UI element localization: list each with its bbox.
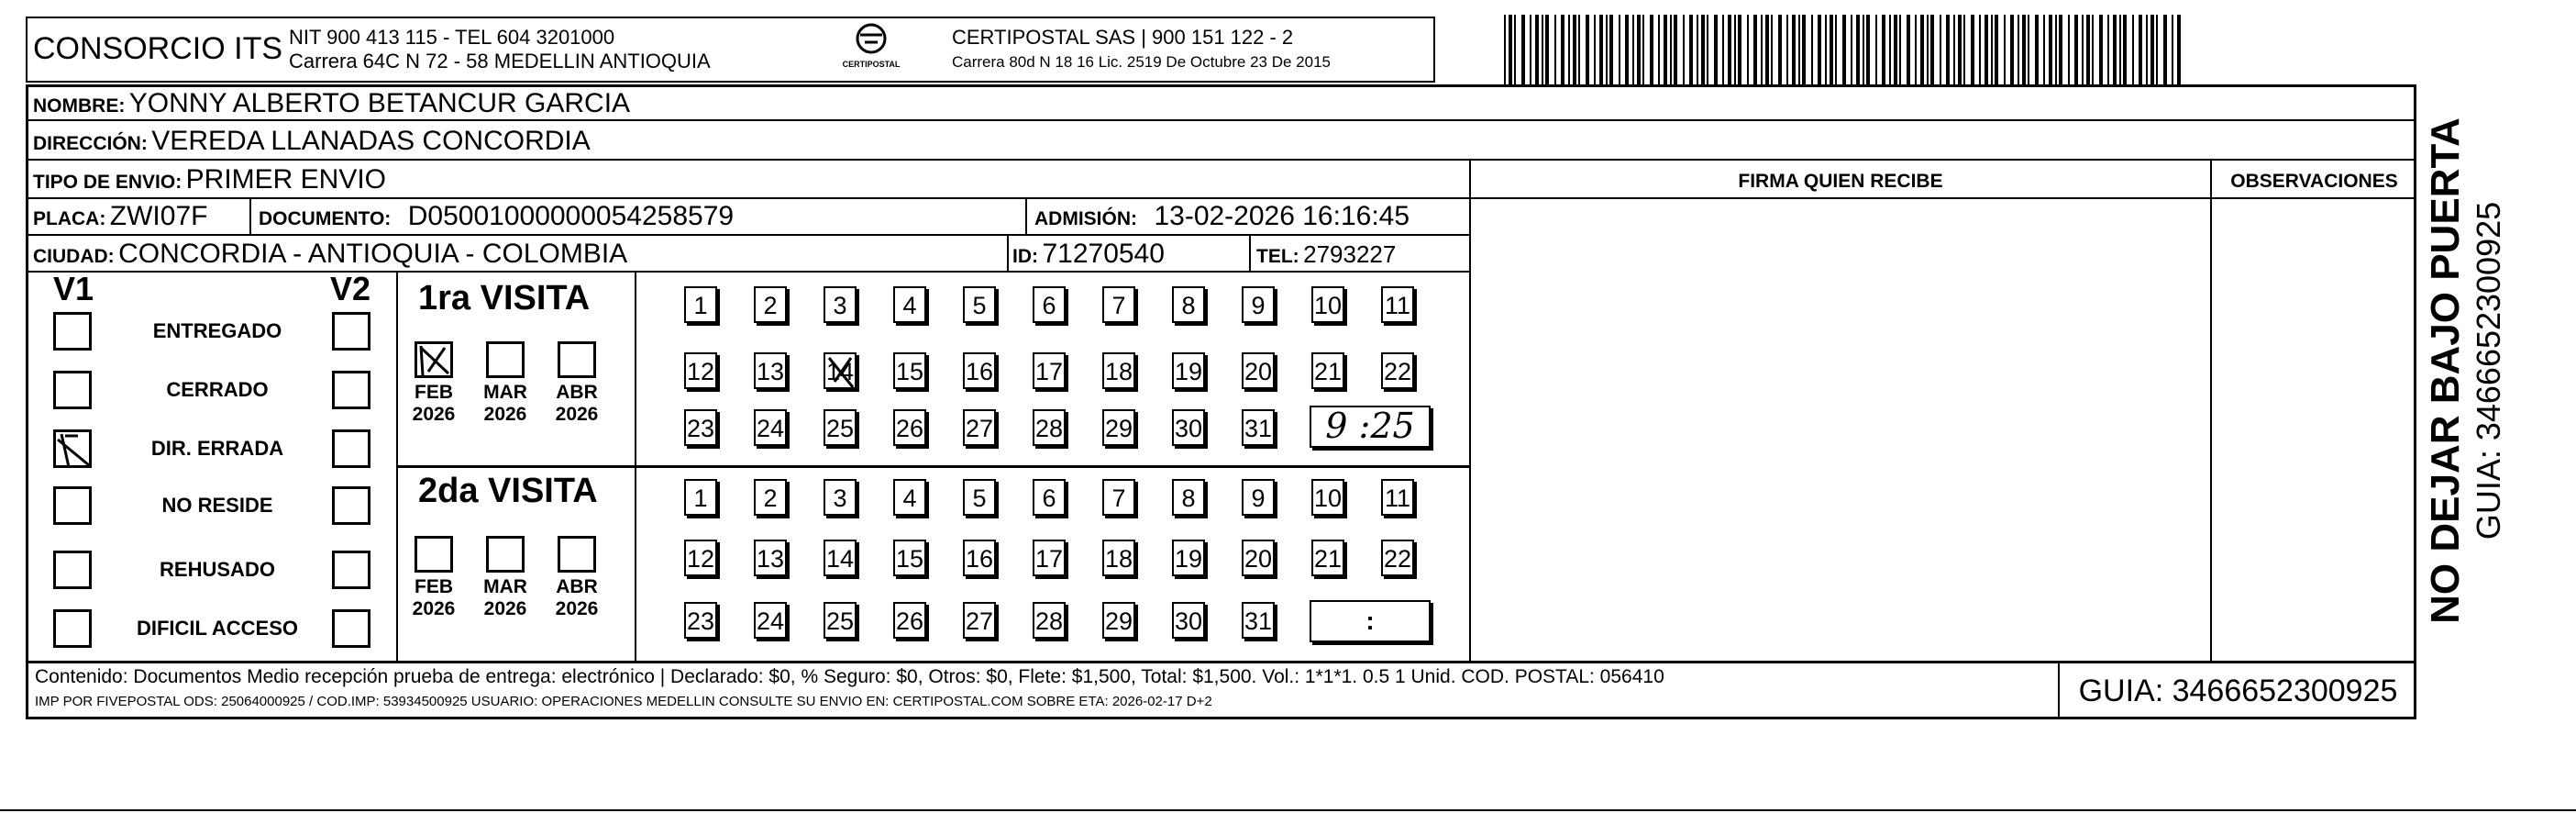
observations-area[interactable]	[2212, 199, 2416, 661]
day-box[interactable]: 31	[1242, 409, 1275, 446]
admision-value: 13-02-2026 16:16:45	[1154, 201, 1410, 231]
month-label	[479, 576, 532, 620]
day-box[interactable]: 20	[1242, 540, 1275, 576]
day-box[interactable]: 28	[1033, 602, 1066, 639]
day-box[interactable]: 15	[893, 352, 926, 389]
month-label	[550, 382, 603, 426]
day-box[interactable]: 9	[1242, 286, 1275, 323]
day-box[interactable]: 24	[754, 409, 787, 446]
month-label	[550, 576, 603, 620]
v2-checkbox[interactable]	[332, 551, 370, 589]
day-box[interactable]: 17	[1033, 540, 1066, 576]
day-box[interactable]: 30	[1172, 409, 1205, 446]
day-box[interactable]: 30	[1172, 602, 1205, 639]
placa-label: PLACA:	[33, 208, 106, 229]
day-box[interactable]: 7	[1102, 286, 1135, 323]
day-box[interactable]: 7	[1102, 479, 1135, 516]
day-box[interactable]: 10	[1311, 286, 1344, 323]
month-label	[407, 576, 460, 620]
status-label: DIFICIL ACCESO	[136, 617, 298, 640]
visit1-time-value: 9 :25	[1325, 406, 1415, 446]
day-box[interactable]: 17	[1033, 352, 1066, 389]
tel-label: TEL:	[1256, 246, 1299, 267]
day-box[interactable]: 16	[963, 352, 996, 389]
footer-contenido: Contenido: Documentos Medio recepción prueba de entrega: electrónico | Declarado: $0, % Seguro: $0, Otros: $0, Flete: $1,500, Total: $1,500. Vol.: 1*1*1. 0.5 1 Unid. COD. POSTAL: 056410	[35, 666, 1664, 687]
day-box[interactable]: 11	[1381, 286, 1414, 323]
observaciones-header: OBSERVACIONES	[2230, 171, 2398, 192]
direccion-row	[33, 126, 591, 157]
logo-icon	[853, 22, 890, 55]
certipostal-logo	[830, 22, 912, 73]
nit-line: NIT 900 413 115 - TEL 604 3201000	[289, 26, 615, 49]
day-box[interactable]: 22	[1381, 540, 1414, 576]
id-row	[1012, 239, 1165, 270]
documento-value: D05001000000054258579	[407, 201, 735, 231]
v2-checkbox[interactable]	[332, 429, 370, 468]
month-checkbox[interactable]	[415, 341, 453, 378]
month-checkbox[interactable]	[486, 536, 525, 573]
day-box[interactable]: 25	[824, 602, 857, 639]
documento-row	[259, 201, 734, 232]
day-box[interactable]: 1	[684, 286, 717, 323]
row-divider	[26, 234, 1471, 236]
month-label	[407, 382, 460, 426]
day-box[interactable]: 8	[1172, 479, 1205, 516]
side-guia-text: GUIA: 3466652300925	[2470, 201, 2507, 540]
carrier-line-2: Carrera 80d N 18 16 Lic. 2519 De Octubre 23 De 2015	[952, 53, 1331, 71]
day-box[interactable]: 26	[893, 602, 926, 639]
company-name: CONSORCIO ITS	[33, 31, 283, 66]
placa-value: ZWI07F	[109, 201, 208, 231]
month-checkbox[interactable]	[415, 536, 453, 573]
month-name: MAR	[483, 382, 527, 403]
visit-separator	[396, 465, 1471, 468]
month-name: MAR	[483, 576, 527, 597]
month-name: ABR	[556, 576, 598, 597]
month-year: 2026	[555, 404, 599, 425]
footer-imp: IMP POR FIVEPOSTAL ODS: 25064000925 / COD.IMP: 53934500925 USUARIO: OPERACIONES MEDELLIN CONSULTE SU ENVIO EN: CERTIPOSTAL.COM SOBRE ETA: 2026-02-17 D+2	[35, 694, 1212, 709]
day-box[interactable]: 29	[1102, 409, 1135, 446]
day-box[interactable]: 4	[893, 286, 926, 323]
day-box[interactable]: 12	[684, 352, 717, 389]
id-label: ID:	[1012, 246, 1038, 267]
day-box[interactable]: 1	[684, 479, 717, 516]
row-divider	[26, 271, 1471, 273]
day-box[interactable]: 25	[824, 409, 857, 446]
side-warning	[2423, 114, 2469, 628]
ciudad-label: CIUDAD:	[33, 246, 115, 267]
month-name: ABR	[556, 382, 598, 403]
day-box[interactable]: 19	[1172, 352, 1205, 389]
handwritten-mark-icon	[825, 354, 858, 391]
v1-checkbox[interactable]	[53, 371, 92, 409]
v2-header: V2	[330, 270, 371, 307]
day-box[interactable]: 21	[1311, 540, 1344, 576]
day-box[interactable]: 23	[684, 602, 717, 639]
day-box[interactable]: 12	[684, 540, 717, 576]
admision-label: ADMISIÓN:	[1034, 208, 1137, 229]
logo-text: CERTIPOSTAL	[842, 60, 901, 69]
month-checkbox[interactable]	[558, 536, 596, 573]
visit2-time-box[interactable]	[1310, 600, 1431, 642]
firma-header: FIRMA QUIEN RECIBE	[1738, 171, 1943, 192]
day-box[interactable]: 10	[1311, 479, 1344, 516]
nombre-value: YONNY ALBERTO BETANCUR GARCIA	[128, 88, 631, 118]
day-box[interactable]: 11	[1381, 479, 1414, 516]
v2-checkbox[interactable]	[332, 312, 370, 351]
day-box[interactable]: 2	[754, 479, 787, 516]
month-checkbox[interactable]	[486, 341, 525, 378]
handwritten-mark-icon	[56, 432, 93, 469]
day-box[interactable]: 5	[963, 286, 996, 323]
month-year: 2026	[555, 598, 599, 619]
handwritten-mark-icon	[417, 344, 452, 377]
v2-checkbox[interactable]	[332, 371, 370, 409]
day-box[interactable]: 27	[963, 602, 996, 639]
side-guia	[2471, 114, 2507, 628]
month-year: 2026	[483, 598, 527, 619]
side-warning-text: NO DEJAR BAJO PUERTA	[2423, 117, 2468, 624]
day-box[interactable]: 21	[1311, 352, 1344, 389]
cell-divider	[1025, 197, 1027, 234]
tipo-row	[33, 164, 386, 195]
v1-header: V1	[53, 270, 94, 307]
month-name: FEB	[415, 382, 453, 403]
day-box[interactable]: 31	[1242, 602, 1275, 639]
v1-checkbox[interactable]	[53, 486, 92, 525]
status-label: DIR. ERRADA	[150, 437, 284, 460]
ciudad-value: CONCORDIA - ANTIOQUIA - COLOMBIA	[118, 239, 628, 269]
cell-divider	[1007, 234, 1009, 271]
day-box[interactable]: 14	[824, 540, 857, 576]
cell-divider	[249, 197, 251, 234]
day-box[interactable]: 14	[824, 352, 857, 389]
v2-checkbox[interactable]	[332, 609, 370, 648]
tipo-value: PRIMER ENVIO	[185, 164, 387, 195]
day-box[interactable]: 28	[1033, 409, 1066, 446]
day-box[interactable]: 24	[754, 602, 787, 639]
month-year: 2026	[412, 404, 456, 425]
status-label: ENTREGADO	[152, 319, 282, 342]
v1-checkbox[interactable]	[53, 312, 92, 351]
day-box[interactable]: 8	[1172, 286, 1205, 323]
day-box[interactable]: 13	[754, 352, 787, 389]
month-checkbox[interactable]	[558, 341, 596, 378]
footer-guia: GUIA: 3466652300925	[2078, 674, 2398, 708]
day-box[interactable]: 18	[1102, 540, 1135, 576]
nombre-label: NOMBRE:	[33, 95, 126, 117]
day-box[interactable]: 3	[824, 479, 857, 516]
day-box[interactable]: 13	[754, 540, 787, 576]
row-divider	[26, 159, 2416, 161]
day-box[interactable]: 22	[1381, 352, 1414, 389]
signature-area[interactable]	[1471, 199, 2210, 661]
day-box[interactable]: 26	[893, 409, 926, 446]
v2-checkbox[interactable]	[332, 486, 370, 525]
direccion-label: DIRECCIÓN:	[33, 133, 148, 154]
row-divider	[26, 119, 2416, 121]
day-box[interactable]: 2	[754, 286, 787, 323]
month-year: 2026	[412, 598, 456, 619]
month-year: 2026	[483, 404, 527, 425]
visit2-title: 2da VISITA	[418, 472, 598, 510]
status-label: CERRADO	[166, 378, 269, 401]
day-box[interactable]: 27	[963, 409, 996, 446]
month-name: FEB	[415, 576, 453, 597]
day-box[interactable]: 6	[1033, 479, 1066, 516]
bottom-rule	[0, 809, 2576, 811]
barcode	[1504, 15, 2190, 84]
cell-divider	[1249, 234, 1251, 271]
v1-checkbox[interactable]	[53, 429, 92, 468]
day-box[interactable]: 9	[1242, 479, 1275, 516]
status-label: REHUSADO	[160, 558, 275, 581]
month-label	[479, 382, 532, 426]
day-box[interactable]: 29	[1102, 602, 1135, 639]
visit1-title: 1ra VISITA	[418, 279, 591, 317]
address-line: Carrera 64C N 72 - 58 MEDELLIN ANTIOQUIA	[289, 50, 711, 72]
v1-checkbox[interactable]	[53, 609, 92, 648]
tel-row	[1256, 240, 1396, 269]
day-box[interactable]: 16	[963, 540, 996, 576]
direccion-value: VEREDA LLANADAS CONCORDIA	[151, 126, 591, 156]
day-box[interactable]: 3	[824, 286, 857, 323]
tel-value: 2793227	[1303, 240, 1397, 268]
visit1-time-box[interactable]	[1310, 406, 1431, 448]
day-box[interactable]: 15	[893, 540, 926, 576]
day-box[interactable]: 5	[963, 479, 996, 516]
status-label: NO RESIDE	[161, 494, 273, 517]
visit2-time-value: :	[1365, 607, 1375, 635]
day-box[interactable]: 19	[1172, 540, 1205, 576]
nombre-row	[33, 88, 630, 119]
placa-row	[33, 201, 207, 232]
id-value: 71270540	[1042, 239, 1165, 269]
documento-label: DOCUMENTO:	[259, 208, 392, 229]
admision-row	[1034, 201, 1410, 232]
ciudad-row	[33, 239, 627, 270]
tipo-label: TIPO DE ENVIO:	[33, 172, 182, 193]
v1-checkbox[interactable]	[53, 551, 92, 589]
carrier-line-1: CERTIPOSTAL SAS | 900 151 122 - 2	[952, 26, 1294, 49]
day-box[interactable]: 23	[684, 409, 717, 446]
day-box[interactable]: 6	[1033, 286, 1066, 323]
day-box[interactable]: 20	[1242, 352, 1275, 389]
day-box[interactable]: 18	[1102, 352, 1135, 389]
day-box[interactable]: 4	[893, 479, 926, 516]
